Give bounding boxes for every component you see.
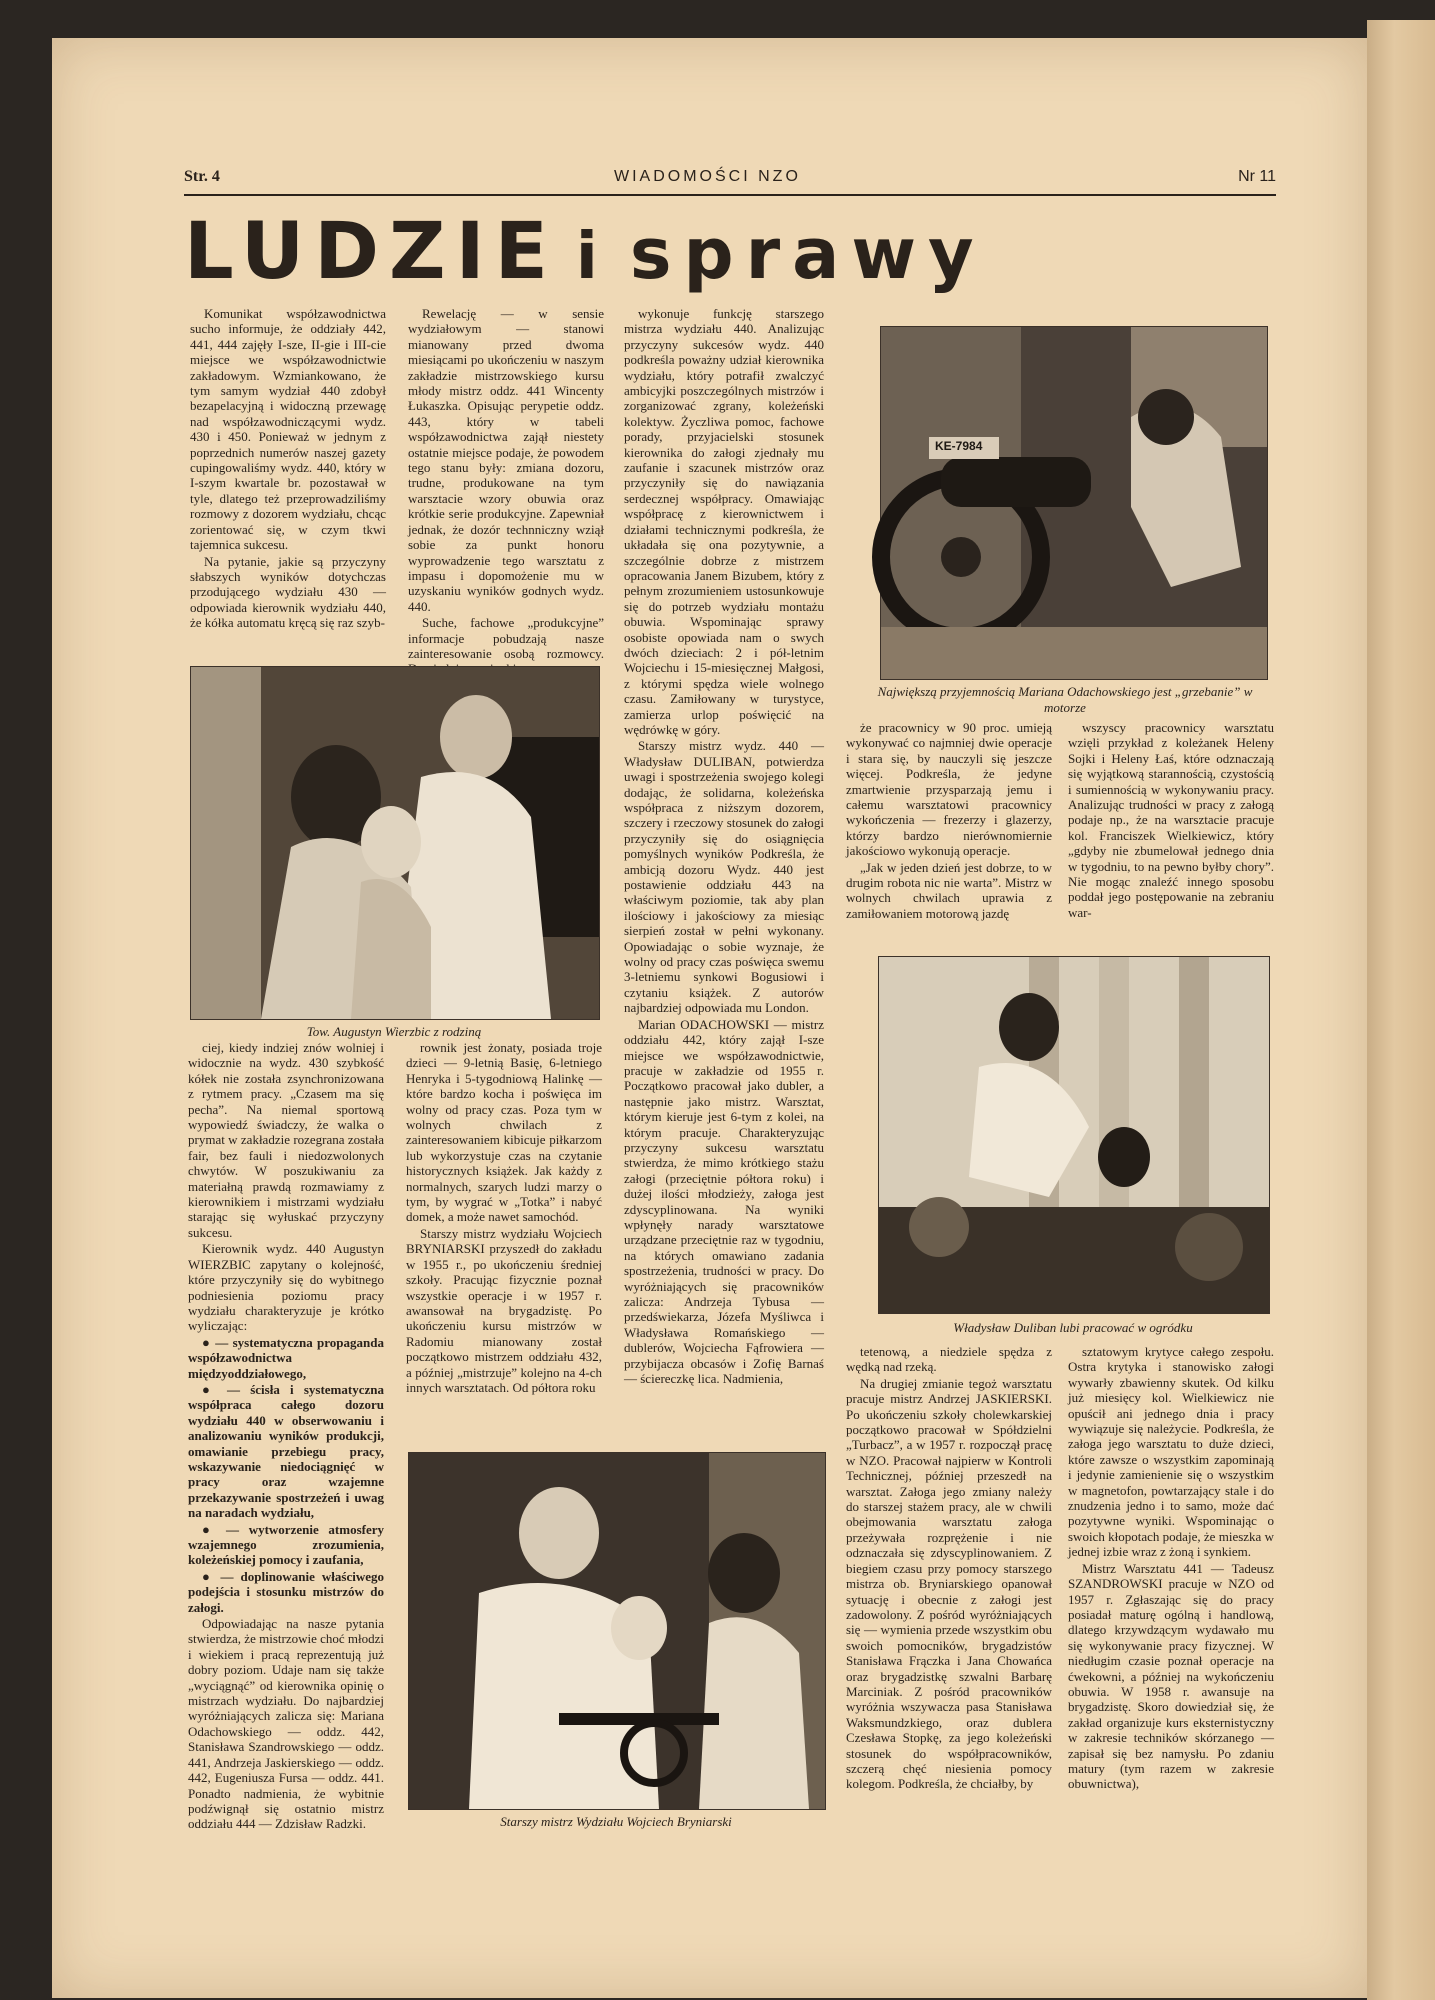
paragraph: Mistrz Warsztatu 441 — Tadeusz SZANDROWSKI pracuje w NZO od 1957 r. Zgłaszając się do pracy posiadał maturę ogólną i handlową, dlatego krzywdzącym wydawało mu się wykonywanie pracy fizycznej. W niedługim czasie poznał operacje na ćwekowni, a później na wykończeniu obuwia. W 1958 r. awansuje na brygadzistę. Skoro dowiedział się, że zakład organizuje kurs eksternistyczny w zakresie techników skórzanego — zapisał się bez namysłu. Po zdaniu matury (tym razem w zakresie obuwnictwa), [1068,1560,1274,1792]
paragraph: że pracownicy w 90 proc. umieją wykonywać co najmniej dwie operacje i stara się, by nauczyli się jeszcze więcej. Podkreśla, że jedyne zmartwienie przysparzają jemu i całemu warsztatowi pracownicy wykończenia — frezerzy i glazerzy, którzy bardzo nierównomiernie jakościowo wykonują operacje. [846,720,1052,859]
issue-number: Nr 11 [1238,168,1276,185]
column-5-bottom [1068,1344,1274,1824]
bullet-item: ● — wytworzenie atmosfery wzajemnego zrozumienia, koleżeńskiej pomocy i zaufania, [188,1521,384,1568]
photo-motorcycle [880,326,1268,680]
paragraph: ciej, kiedy indziej znów wolniej i widocznie na wydz. 430 szybkość kółek nie została zsynchronizowana z rytmem pracy. „Czasem ma się pecha”. Na niemal sportową wypowiedź świadczy, że walka o prymat w zakładzie rozegrana została fair, bez fauli i niedozwolonych chwytów. W poszukiwaniu za materiałną prawdą rozmawiamy z kierownikiem i mistrzami wydziału starając się wyłuskać przyczyny sukcesu. [188,1040,384,1240]
paragraph: Na drugiej zmianie tegoż warsztatu pracuje mistrz Andrzej JASKIERSKI. Po ukończeniu szkoły cholewkarskiej początkowo pracował w Spółdzielni „Turbacz”, a w 1957 r. rozpoczął pracę w NZO. Pracował najpierw w Kontroli Technicznej, później przeszedł na warsztat. Załoga jego zmiany należy do starszej stażem pracy, ale w chwili obejmowania warsztatu załoga przeżywała rozprężenie i nie odznaczała się zdyscyplinowaniem. Z biegiem czasu przy pomocy starszego mistrza ob. Bryniarskiego opanował sytuację i obecnie z załogi jest zadowolony. Z pośród wyróżniających się — wymienia przede wszystkim obu swoich pomocników, brygadzistów Stanisława Frączka i Jana Chowańca oraz brygadzistkę szwalni Barbarę Marciniak. Z pośród pracowników wyróżnia wszywacza pasa Stanisława Waksmundzkiego, oraz dublera Czesława Stopkę, za jego koleżeński stosunek do współpracowników, szczerą chęć niesienia pomocy kolegom. Podkreśla, że chciałby, by [846,1375,1052,1792]
caption-garden: Władysław Duliban lubi pracować w ogródku [953,1320,1193,1335]
next-page-edge [1367,20,1435,2000]
paragraph: Na pytanie, jakie są przyczyny słabszych wyników dotychczas przodującego wydziału 430 — odpowiada kierownik wydziału 440, że kółka automatu kręcą się raz szyb- [190,553,386,631]
newspaper-title: WIADOMOŚCI NZO [614,168,801,185]
license-plate: KE-7984 [935,439,983,453]
page-number: Str. 4 [184,168,220,185]
family-illustration [191,667,599,1019]
bullet-item: ● — ścisła i systematyczna współpraca całego dozoru wydziału 440 w obserwowaniu i analizowaniu wyników produkcji, omawianie przebiegu pracy, wskazywanie niedociągnięć w pracy oraz wzajemne przekazywanie spostrzeżeń i uwag na naradach wydziału, [188,1381,384,1521]
paragraph: wszyscy pracownicy warsztatu wzięli przykład z koleżanek Heleny Sojki i Heleny Łaś, które odznaczają się wyjątkową starannością, czystością i sumiennością w wykonywaniu pracy. Analizując trudności w pracy z załogą podaje np., że na warsztacie pracuje kol. Franciszek Wielkiewicz, który „gdyby nie zbumelował jednego dnia w tygodniu, to na pewno byłby chory”. Nie mogąc znaleźć innego sposobu poddał jego postępowanie na zebraniu war- [1068,720,1274,920]
paragraph: Komunikat współzawodnictwa sucho informuje, że oddziały 442, 441, 444 zajęły I-sze, II-gie i III-cie miejsce we współzawodnictwie zakładowym. Wzmiankowano, że tym samym wydział 440 zdobył bezapelacyjną i widoczną przewagę nad współzawodniczącymi wydz. 430 i 450. Ponieważ w jednym z poprzednich numerów naszej gazety cupingowaliśmy wydz. 440, który w I-szym kwartale br. pozostawał w tyle, dlatego też przeprowadziliśmy rozmowy z dozorem wydziału, chcąc zorientować się, w czym tkwi tajemnica sukcesu. [190,306,386,553]
column-2-bottom [406,1040,602,1420]
headline [184,206,1304,298]
garden-illustration [879,957,1269,1313]
paragraph: sztatowym krytyce całego zespołu. Ostra krytyka i stanowisko załogi wywarły zbawienny skutek. Od kilku już miesięcy kol. Wielkiewicz nie opuścił ani jednego dnia i pracy wywiązuje się należycie. Podkreśla, że załoga jego warsztatu to duże dzieci, które zawsze o wszystkim zapominają i jedynie zamienienie się o wszystkim w magnetofon, powtarzający stale i do znudzenia jedno i to samo, może dać pozytywne wyniki. Wspominając o swoich kłopotach podaje, że mieszka w jednej izbie wraz z żoną i synkiem. [1068,1344,1274,1560]
photo-bryniarski [408,1452,826,1810]
bullet-item: ● — doplinowanie właściwego podejścia i stosunku mistrzów do załogi. [188,1568,384,1615]
column-5-mid [1068,720,1274,942]
motorcycle-illustration [881,327,1267,679]
bullet-item: ● — systematyczna propaganda współzawodnictwa międzyoddziałowego, [188,1334,384,1381]
caption-motorcycle: Największą przyjemnością Mariana Odachowskiego jest „grzebanie” w motorze [877,684,1253,715]
headline-word-2: i [575,220,612,294]
caption-bryniarski: Starszy mistrz Wydziału Wojciech Bryniarski [500,1814,732,1829]
paragraph: rownik jest żonaty, posiada troje dzieci — 9-letnią Basię, 6-letniego Henryka i 5-tygodniową Halinkę — które bardzo kocha i poświęca im wolny od pracy czas. Poza tym w wolnych chwilach z zainteresowaniem kibicuje piłkarzom lub wykorzystuje czas na czytanie historycznych książek. Jak każdy z normalnych, szarych ludzi marzy o tym, by wygrać w „Totka” i nabyć domek, a może nawet samochód. [406,1040,602,1225]
paragraph: Marian ODACHOWSKI — mistrz oddziału 442, który zajął I-sze miejsce we współzawodnictwie, pracuje w zakładzie od 1955 r. Początkowo pracował jako dubler, a następnie jako mistrz. Warsztat, którym kieruje jest 6-tym z kolei, na którym pracuje. Charakteryzując przyczyny sukcesu warsztatu stwierdza, że mimo krótkiego stażu załogi (przeciętnie półtora roku) i dużej ilości młodzieży, załoga jest zdyscyplinowana. Na wyniki wpłynęły narady warsztatowe urządzane przeciętnie raz w tygodniu, na których omawiano zadania spostrzeżenia, trudności w pracy. Do wyróżniających się pracowników zalicza: Andrzeja Tybusa — przedświekarza, Józefa Myśliwca i Władysława Romańskiego — dublerów, Wojciecha Fąfrowiera — przybijacza obcasów i Zofię Barnaś — ściereczkę lica. Nadmienia, [624,1016,824,1387]
headline-word-3: sprawy [629,213,986,295]
paragraph: Rewelację — w sensie wydziałowym — stanowi mianowany przed dwoma miesiącami po ukończeniu w naszym zakładzie mistrzowskiego kursu młody mistrz oddz. 441 Wincenty Łukaszka. Opisując perypetie oddz. 443, który w tabeli współzawodnictwa zajął niestety ostatnie miejsce podaje, że powodem tego stanu były: zmiana dozoru, trudne, produkowane na tym warsztacie wzory obuwia oraz krótkie serie produkcyjne. Zapewniał jednak, że dozór technniczny wziął sobie za punkt honoru wyprowadzenie tego warsztatu z impasu i dopomożenie mu w uzyskaniu wyników godnych wydz. 440. [408,306,604,614]
paragraph: Odpowiadając na nasze pytania stwierdza, że mistrzowie choć młodzi i wiekiem i pracą reprezentują już dobry poziom. Udaje nam się także „wyciągnąć” od kierownika opinię o mistrzach wydziału. Do najbardziej wyróżniających zalicza się: Mariana Odachowskiego — oddz. 442, Stanisława Szandrowskiego — oddz. 441, Andrzeja Jaskierskiego — oddz. 442, Eugeniusza Fursa — oddz. 441. Ponadto nadmienia, że wybitnie podźwignął się ostatnio mistrz oddziału 444 — Zdzisław Radzki. [188,1616,385,1832]
header-rule [184,194,1276,196]
photo-garden [878,956,1270,1314]
paragraph: Kierownik wydz. 440 Augustyn WIERZBIC zapytany o kolejność, które przyczyniły się do wybitnego podniesienia poziomu pracy wydziału charakteryzuje je krótko wyliczając: [188,1241,384,1334]
column-4-mid [846,720,1052,942]
bryniarski-illustration [409,1453,825,1809]
paragraph: wykonuje funkcję starszego mistrza wydziału 440. Analizując przyczyny sukcesów wydz. 440 podkreśla poważny udział kierownika wydziału, który potrafił zwalczyć ambicyjki poszczególnych mistrzów i zorganizować zgrany, koleżeński kolektyw. Życzliwa pomoc, fachowe porady, przyjacielski stosunek kierownika do załogi zjednały mu zaufanie i szacunek mistrzów oraz przyczyniły się do nawiązania serdecznej współpracy. Omawiając współpracę z kierownictwem i działami technicznymi podkreśla, że układała się ona pozytywnie, a szczególnie dobrze z mistrzem opracowania Janem Bizubem, który z pełnym zrozumieniem ustosunkowuje się do potrzeb wydziału montażu obuwia. Wspominając sprawy osobiste opowiada nam o swych dwóch dzieciach: 2 i pół-letnim Wojciechu i 15-miesięcznej Małgosi, z którymi spędza wiele wolnego czasu. Zamiłowany w turystyce, zamierza urlop poświęcić na wędrówkę w góry. [624,306,824,737]
photo-family [190,666,600,1020]
paragraph: „Jak w jeden dzień jest dobrze, to w drugim robota nic nie warta”. Mistrz w wolnych chwilach uprawia z zamiłowaniem motorową jazdę [846,859,1052,921]
headline-word-1: LUDZIE [184,207,558,297]
paragraph: Suche, fachowe „produkcyjne” informacje pobudzają nasze zainteresowanie osobą rozmowcy. [408,615,604,661]
column-1-bottom [188,1040,385,1832]
column-2-top [408,306,604,668]
paragraph: Starszy mistrz wydziału Wojciech BRYNIARSKI przyszedł do zakładu w 1955 r., po ukończeniu średniej szkoły. Pracując fizycznie poznał wszystkie operacje i w 1957 r. awansował na brygadzistę. Po ukończeniu kursu mistrzów w Radomiu mianowany został początkowo mistrzem oddziału 432, a później „mistrzuje” kolejno na 4-ch innych warsztatach. Od półtora roku [406,1225,602,1395]
column-4-bottom [846,1344,1052,1824]
paragraph: tetenową, a niedziele spędza z wędką nad rzeką. [846,1344,1052,1375]
page-header [184,168,1276,194]
caption-family: Tow. Augustyn Wierzbic z rodziną [306,1024,482,1039]
paragraph: Starszy mistrz wydz. 440 — Władysław DULIBAN, potwierdza uwagi i spostrzeżenia swojego kolegi dodając, że solidarna, koleżeńska współpraca z niższym dozorem, szczery i rzeczowy stosunek do załogi przyczyniły się do osiągnięcia pomyślnych wyników Podkreśla, że ambicją dozoru Wydz. 440 jest postawienie oddziału 443 na właściwym poziomie, tak aby plan ilościowy i jakościowy za miesiąc sierpień został w pełni wykonany. Opowiadając o sobie wyznaje, że wolny od pracy czas poświęca swemu 3-letniemu synkowi Bogusiowi i czytaniu książek. Z autorów najbardziej odpowiada mu London. [624,738,824,1016]
column-1-top [190,306,386,668]
